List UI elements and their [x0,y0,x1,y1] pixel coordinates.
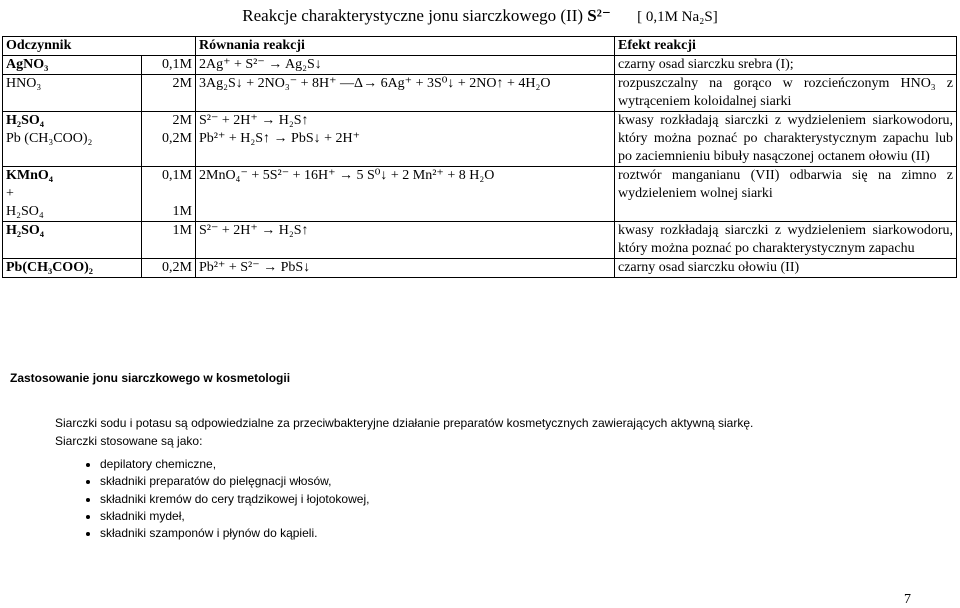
concentration-cell [142,112,196,167]
list-item: • składniki preparatów do pielęgnacji włosów, [100,473,369,490]
cosmetics-uses-intro: Siarczki stosowane są jako: [55,434,203,448]
concentration-line: 0,2M [162,131,192,146]
page-title [0,6,960,26]
equation-cell: Pb²⁺ + S²⁻ → PbS↓ [196,259,615,278]
reagent-line: KMnO₄ [6,168,53,183]
effect-cell: rozpuszczalny na gorąco w rozcieńczonym HNO₃ z wytrąceniem koloidalnej siarki [615,75,957,112]
reagent-cell: Pb(CH₃COO)₂ [3,259,142,278]
reagent-line: H₂SO₄ [6,113,44,128]
header-reagent: Odczynnik [3,37,196,56]
reagent-cell: H₂SO₄ [3,222,142,259]
concentration-cell [142,167,196,222]
table-row [3,112,957,167]
equation-cell: 2Ag⁺ + S²⁻ → Ag₂S↓ [196,56,615,75]
equation-cell: S²⁻ + 2H⁺ → H₂S↑ [196,222,615,259]
effect-cell: czarny osad siarczku ołowiu (II) [615,259,957,278]
reagent-cell [3,112,142,167]
reagent-cell: HNO₃ [3,75,142,112]
table-row [3,222,957,259]
header-effect: Efekt reakcji [615,37,957,56]
equation-line: Pb²⁺ + H₂S↑ → PbS↓ + 2H⁺ [199,131,361,146]
header-equation: Równania reakcji [196,37,615,56]
equation-cell: 2MnO₄⁻ + 5S²⁻ + 16H⁺ → 5 S⁰↓ + 2 Mn²⁺ + 8 H₂O [196,167,615,222]
equation-cell [196,112,615,167]
effect-cell: czarny osad siarczku srebra (I); [615,56,957,75]
table-row [3,75,957,112]
cosmetics-paragraph: Siarczki sodu i potasu są odpowiedzialne za przeciwbakteryjne działanie preparatów kosmetycznych zawierających aktywną siarkę. [55,416,754,430]
list-item: • składniki mydeł, [100,508,369,525]
table-row [3,259,957,278]
concentration-cell: 1M [142,222,196,259]
effect-cell: kwasy rozkładają siarczki z wydzieleniem siarkowodoru, który można poznać po charakterystycznym zapachu [615,222,957,259]
effect-cell: kwasy rozkładają siarczki z wydzieleniem siarkowodoru, który można poznać po charakterystycznym zapachu lub po zaciemnieniu bibuły nasączonej octanem ołowiu (II) [615,112,957,167]
title-ion: S²⁻ [587,6,611,25]
reagent-line: + [6,186,14,201]
concentration-line: 2M [172,113,192,128]
reagent-cell [3,167,142,222]
reagent-line: Pb (CH₃COO)₂ [6,131,93,146]
table-row [3,167,957,222]
reagent-line: H₂SO₄ [6,204,44,219]
list-item: • składniki szamponów i płynów do kąpieli. [100,525,369,542]
uses-list [55,456,369,542]
concentration-cell: 2M [142,75,196,112]
equation-line: S²⁻ + 2H⁺ → H₂S↑ [199,113,309,128]
concentration-line: 0,1M [162,168,192,183]
list-item: • składniki kremów do cery trądzikowej i łojotokowej, [100,491,369,508]
effect-cell: roztwór manganianu (VII) odbarwia się na zimno z wydzieleniem wolnej siarki [615,167,957,222]
concentration-cell: 0,1M [142,56,196,75]
cosmetics-heading: Zastosowanie jonu siarczkowego w kosmetologii [10,371,291,385]
table-row [3,56,957,75]
reagent-cell: AgNO₃ [3,56,142,75]
title-concentration: [ 0,1M Na₂S] [637,9,718,25]
concentration-cell: 0,2M [142,259,196,278]
reactions-table [2,36,957,278]
concentration-line: 1M [172,204,192,219]
title-text: Reakcje charakterystyczne jonu siarczkowego (II) [242,6,584,25]
page-number: 7 [904,592,911,607]
table-header-row [3,37,957,56]
equation-cell: 3Ag₂S↓ + 2NO₃⁻ + 8H⁺ —Δ→ 6Ag⁺ + 3S⁰↓ + 2NO↑ + 4H₂O [196,75,615,112]
list-item: • depilatory chemiczne, [100,456,369,473]
